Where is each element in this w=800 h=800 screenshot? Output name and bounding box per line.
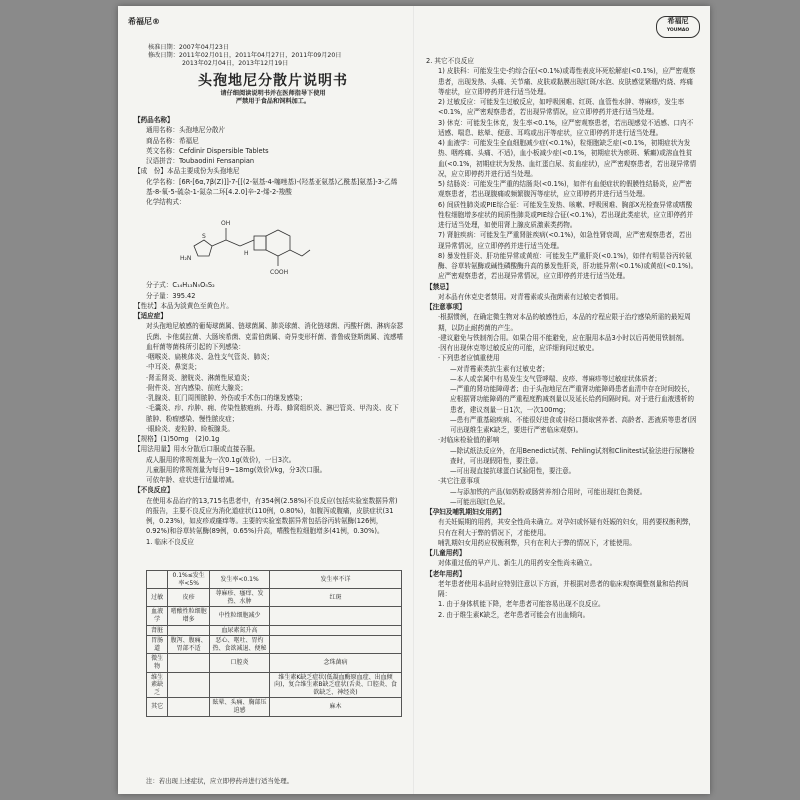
table-cell: 微生物 bbox=[147, 654, 168, 672]
logo-subtext: YOUMAO bbox=[666, 28, 690, 33]
table-cell: 其它 bbox=[147, 698, 168, 716]
table-cell bbox=[269, 607, 401, 625]
paragraph: ·对临床检验值的影响 bbox=[438, 436, 500, 445]
paragraph: 6) 间质性肺炎或PIE综合征：可能发生发热、咳嗽、呼吸困难、胸部X光检查异常或嗜酸性粒细胞增多症状的间质性肺炎或PIE综合征(<0.1%)，若出现此类症状，应立即停药并进行适当处理，如使用肾上腺皮质激素类药物。 bbox=[438, 200, 694, 229]
table-cell: 中性粒细胞减少 bbox=[210, 607, 270, 625]
nh-label: H bbox=[244, 250, 249, 258]
paragraph: ·下列患者应慎重使用 bbox=[438, 354, 500, 363]
table-header-cell: 0.1%≤发生率<5% bbox=[168, 571, 210, 589]
table-note: 注：若出现上述症状，应立即停药并进行适当处理。 bbox=[146, 777, 293, 785]
left-section-b bbox=[134, 280, 404, 547]
table-cell: 荨麻疹、瘙痒、发热、水肿 bbox=[210, 589, 270, 607]
table-cell bbox=[168, 654, 210, 672]
paragraph: 2. 其它不良反应 bbox=[426, 57, 474, 65]
paragraph: 儿童服用的常规剂量为每日9~18mg(效价)/kg，分3次口服。 bbox=[146, 465, 327, 474]
paragraph: ·其它注意事项 bbox=[438, 477, 480, 486]
paragraph: 【规格】(1)50mg (2)0.1g bbox=[134, 435, 220, 443]
paragraph: ·建议避免与铁制剂合用。如果合用不能避免，应在服用本品3小时以后再使用铁制剂。 bbox=[438, 333, 689, 342]
paragraph: 成人服用的常规剂量为一次0.1g(效价)，一日3次。 bbox=[146, 455, 296, 464]
logo-text: 希福尼 bbox=[667, 17, 689, 25]
paragraph: 1. 由于身体机能下降，老年患者可能容易出现不良反应。 bbox=[438, 600, 605, 609]
paragraph: ·毛囊炎、疖、疖肿、痈、传染性脓疱病、丹毒、蜂窝组织炎、淋巴管炎、甲沟炎、皮下脓肿、粉瘤感染、慢性脓皮症； bbox=[146, 404, 399, 423]
paragraph: 汉语拼音：Toubaodini Fensanpian bbox=[146, 157, 255, 165]
right-column-body bbox=[426, 56, 698, 620]
table-cell: 过敏 bbox=[147, 589, 168, 607]
approval-dates bbox=[148, 44, 398, 68]
paragraph: ·眼睑炎、麦粒肿、睑板腺炎。 bbox=[146, 424, 234, 433]
table-row bbox=[147, 625, 402, 636]
paragraph: 哺乳期妇女用药应权衡利弊，只有在利大于弊的情况下，才能使用。 bbox=[438, 538, 636, 547]
table-header-cell bbox=[147, 571, 168, 589]
paragraph: 【成 份】本品主要成份为头孢地尼 bbox=[134, 167, 240, 176]
paragraph: —可出现直接抗球蛋白试验阳性，要注意。 bbox=[450, 467, 576, 475]
document-title: 头孢地尼分散片说明书 bbox=[198, 73, 348, 89]
paragraph: 【儿童用药】 bbox=[426, 549, 466, 557]
paragraph: 商品名称：希福尼 bbox=[146, 136, 199, 145]
table-cell: 维生素K缺乏症状(低凝血酶原血症、出血倾向)，复合维生素B缺乏症状(舌炎、口腔炎、食欲缺乏、神经炎) bbox=[269, 672, 401, 698]
table-cell: 皮疹 bbox=[168, 589, 210, 607]
table-row bbox=[147, 672, 402, 698]
paragraph: 可依年龄、症状进行适量增减。 bbox=[146, 476, 239, 484]
paragraph: 5) 结肠炎：可能发生严重的结肠炎(<0.1%)，如伴有血便症状的假膜性结肠炎，应严密观察患者，若出现腹痛或频繁腹泻等症状，应立即停药并进行适当处理。 bbox=[438, 180, 692, 199]
paragraph: 化学名称：[6R-[6α,7β(Z)]]-7-[[(2-氨基-4-噻唑基)-(羟基亚氨基)乙酰基]氨基]-3-乙烯基-8-氧-5-硫杂-1-氮杂二环[4.2.0]辛-2-烯-2-羧酸 bbox=[146, 177, 398, 196]
paragraph: 【用法用量】用水分散后口服或直接吞服。 bbox=[134, 445, 260, 454]
paragraph: 化学结构式： bbox=[146, 198, 186, 206]
paragraph: 分子式：C₁₄H₁₃N₅O₅S₂ bbox=[146, 281, 215, 290]
table-cell: 肾脏 bbox=[147, 625, 168, 636]
sulfur-label: S bbox=[202, 233, 206, 241]
paragraph: 老年患者使用本品时应特别注意以下方面，并根据对患者的临床观察调整剂量和给药间隔： bbox=[438, 579, 689, 598]
table-cell: 恶心、呕吐、胃灼热、食欲减退、便秘 bbox=[210, 636, 270, 654]
table-cell: 维生素缺乏 bbox=[147, 672, 168, 698]
table-cell: 胃肠道 bbox=[147, 636, 168, 654]
meta-line: 核准日期：2007年04月23日 bbox=[148, 44, 229, 51]
paragraph: 7) 肾脏疾病：可能发生严重肾脏疾病(<0.1%)，如急性肾衰竭，应严密观察患者，若出现异常情况，应立即停药并进行适当处理。 bbox=[438, 231, 692, 250]
paragraph: 在使用本品治疗的13,715名患者中，有354例(2.58%)不良反应(包括实验室数据异常)的报告，主要不良反应为消化道症状(110例，0.80%)，如腹泻或腹痛，皮肤症状(31例，0.23%)，如皮疹或瘙痒等。主要的实验室数据异常包括谷丙转氨酶(126例，0.92%)和谷草转氨酶(89例，0.65%)升高，嗜酸性粒细胞增多(41例，0.30%)。 bbox=[146, 496, 398, 536]
paragraph: —可能出现红色尿。 bbox=[450, 497, 510, 506]
paragraph: —严重的肾功能障碍者；由于头孢地尼在严重肾功能障碍患者血清中存在时间较长，应根据肾功能障碍的严重程度酌减剂量以及延长给药间隔时间。对于进行血液透析的患者，建议剂量一日1次，一次100mg； bbox=[450, 385, 694, 414]
paragraph: 2) 过敏反应：可能发生过敏反应，如呼吸困难、红斑、血管性水肿、荨麻疹，发生率<0.1%，应严密观察患者，若出现异常情况，应立即停药并进行适当处理。 bbox=[438, 98, 685, 117]
table-cell: 腹泻、腹痛、胃部不适 bbox=[168, 636, 210, 654]
leaflet-sheet bbox=[118, 6, 710, 794]
paragraph: 对本品有休克史者禁用。对青霉素或头孢菌素有过敏史者慎用。 bbox=[438, 292, 623, 301]
paragraph: 对体重过低的早产儿、新生儿的用药安全性尚未确立。 bbox=[438, 559, 597, 568]
paragraph: 【性状】本品为淡黄色至黄色片。 bbox=[134, 301, 233, 310]
left-column-body bbox=[134, 115, 404, 547]
structure-drawing bbox=[174, 208, 334, 278]
meta-line: 2013年02月04日，2013年12月19日 bbox=[182, 60, 289, 67]
table-cell bbox=[269, 636, 401, 654]
paragraph: 【药品名称】 bbox=[134, 116, 174, 124]
table-cell: 眩晕、头痛、胸部压迫感 bbox=[210, 698, 270, 716]
paragraph: 【禁忌】 bbox=[426, 282, 453, 291]
paragraph: —除试纸法反应外，在用Benedict试剂、Fehling试剂和Clinitest试验法进行尿糖检查时，可出现假阳性，要注意。 bbox=[450, 446, 695, 465]
paragraph: 1) 皮肤科：可能发生史-约综合征(<0.1%)或毒性表皮坏死松解症(<0.1%)，应严密观察患者，出现发热、头痛、关节痛、皮肤或黏膜出现红斑/水泡、皮肤感觉紧绷/灼烧、疼痛等症状，应立即停药并进行适当处理。 bbox=[438, 67, 696, 96]
document-subtitle bbox=[148, 90, 398, 106]
paragraph: —患有严重基础疾病、不能很好进食或非经口摄取营养者、高龄者、恶液质等患者(因可出现维生素K缺乏，要进行严密临床观察)。 bbox=[450, 415, 697, 434]
table-cell bbox=[210, 672, 270, 698]
table-cell bbox=[168, 625, 210, 636]
table-header-cell: 发生率不详 bbox=[269, 571, 401, 589]
paragraph: 3) 休克：可能发生休克，发生率<0.1%，应严密观察患者，若出现感觉不适感、口内不适感、喘息、眩晕、便意、耳鸣或出汗等症状，应立即停药并进行适当处理。 bbox=[438, 118, 694, 137]
left-section-a bbox=[134, 115, 404, 207]
paragraph: 【不良反应】 bbox=[134, 486, 174, 495]
paragraph: 2. 由于维生素K缺乏，老年患者可能会有出血倾向。 bbox=[438, 610, 590, 619]
table-cell bbox=[168, 698, 210, 716]
paragraph: ·根据惯例，在确定微生物对本品的敏感性后，本品的疗程应限于治疗感染所需的最短周期，以防止耐药菌的产生。 bbox=[438, 313, 691, 332]
paragraph: ·附件炎、宫内感染、前庭大腺炎； bbox=[146, 383, 248, 392]
paragraph: ·因有出现休克等过敏反应的可能，应详细询问过敏史。 bbox=[438, 344, 599, 352]
table-header-row bbox=[147, 571, 402, 589]
table-cell: 麻木 bbox=[269, 698, 401, 716]
paragraph: ·肾盂肾炎、膀胱炎、淋菌性尿道炎； bbox=[146, 373, 254, 382]
paragraph: 【老年用药】 bbox=[426, 569, 466, 578]
table-cell: 血尿素氮升高 bbox=[210, 625, 270, 636]
table-header-cell: 发生率<0.1% bbox=[210, 571, 270, 589]
paragraph: 有关妊娠期的用药，其安全性尚未确立。对孕妇或怀疑有妊娠的妇女，用药要权衡利弊，只有在利大于弊的情况下，才能使用。 bbox=[438, 518, 696, 537]
amino-label: H₂N bbox=[180, 255, 192, 263]
oh-label: OH bbox=[221, 220, 231, 228]
acid-label: COOH bbox=[270, 269, 289, 277]
paragraph: —对青霉素类抗生素有过敏史者； bbox=[450, 364, 549, 373]
paragraph: 4) 血液学：可能发生全血细胞减少症(<0.1%)，粒细胞缺乏症(<0.1%，初期症状为发热、咽疼痛、头痛、不适)，血小板减少症(<0.1%，初期症状为瘀斑、紫癜)或溶血性贫血(<0.1%，初期症状为发热、血红蛋白尿、贫血症状)，应严密观察患者，若出现异常情况，应立即停药并进行适当处理。 bbox=[438, 139, 697, 178]
adverse-reaction-table bbox=[146, 570, 402, 717]
paragraph: 【注意事项】 bbox=[426, 303, 466, 311]
paragraph: 分子量：395.42 bbox=[146, 291, 196, 300]
table-cell: 红斑 bbox=[269, 589, 401, 607]
fold-line bbox=[413, 6, 415, 794]
table-row bbox=[147, 607, 402, 625]
paragraph: 对头孢地尼敏感的葡萄球菌属、链球菌属、肺炎球菌、消化链球菌、丙酸杆菌、淋病奈瑟氏菌、卡他莫拉菌、大肠埃希菌、克雷伯菌属、奇异变形杆菌、普鲁威登斯菌属、流感嗜血杆菌等菌株所引起的下列感染： bbox=[146, 322, 404, 351]
paragraph: —本人或亲属中有易发生支气管哮喘、皮疹、荨麻疹等过敏症状体质者； bbox=[450, 374, 661, 383]
table-row bbox=[147, 589, 402, 607]
paragraph: —与添加铁的产品(如奶粉或肠营养剂)合用时，可能出现红色粪便。 bbox=[450, 487, 647, 496]
subtitle-line: 请仔细阅读说明书并在医师指导下使用 bbox=[220, 90, 326, 97]
brand-name: 希福尼® bbox=[128, 17, 160, 26]
paragraph: ·咽喉炎、扁桃体炎、急性支气管炎、肺炎； bbox=[146, 353, 274, 361]
paragraph: 通用名称：头孢地尼分散片 bbox=[146, 126, 226, 135]
meta-line: 修改日期：2011年02月01日，2011年04月27日，2011年09月20日 bbox=[148, 52, 342, 59]
table-cell: 口腔炎 bbox=[210, 654, 270, 672]
chemical-structure bbox=[174, 208, 404, 278]
table-cell: 念珠菌病 bbox=[269, 654, 401, 672]
table-row bbox=[147, 698, 402, 716]
table-row bbox=[147, 636, 402, 654]
subtitle-line: 严禁用于食品和饲料加工。 bbox=[235, 97, 311, 105]
paragraph: ·中耳炎、鼻窦炎； bbox=[146, 363, 201, 372]
paragraph: 8) 暴发性肝炎、肝功能异常或黄疸：可能发生严重肝炎(<0.1%)，如伴有明显谷丙转氨酶、谷草转氨酶或碱性磷酸酶升高的暴发性肝炎，肝功能异常(<0.1%)或黄疸(<0.1%)。应严密观察患者，若出现异常情况，应立即停药并进行适当处理。 bbox=[438, 251, 698, 281]
paragraph: 1. 临床不良反应 bbox=[146, 537, 194, 546]
table-cell: 嗜酸性粒细胞增多 bbox=[168, 607, 210, 625]
brand-logo bbox=[656, 16, 700, 38]
paragraph: 英文名称：Cefdinir Dispersible Tablets bbox=[146, 146, 269, 155]
table-cell bbox=[168, 672, 210, 698]
paragraph: 【适应症】 bbox=[134, 312, 167, 320]
paragraph: 【孕妇及哺乳期妇女用药】 bbox=[426, 508, 506, 516]
paragraph: ·乳腺炎、肛门周围脓肿、外伤或手术伤口的继发感染； bbox=[146, 394, 307, 402]
table-cell bbox=[269, 625, 401, 636]
table-cell: 血液学 bbox=[147, 607, 168, 625]
table-row bbox=[147, 654, 402, 672]
